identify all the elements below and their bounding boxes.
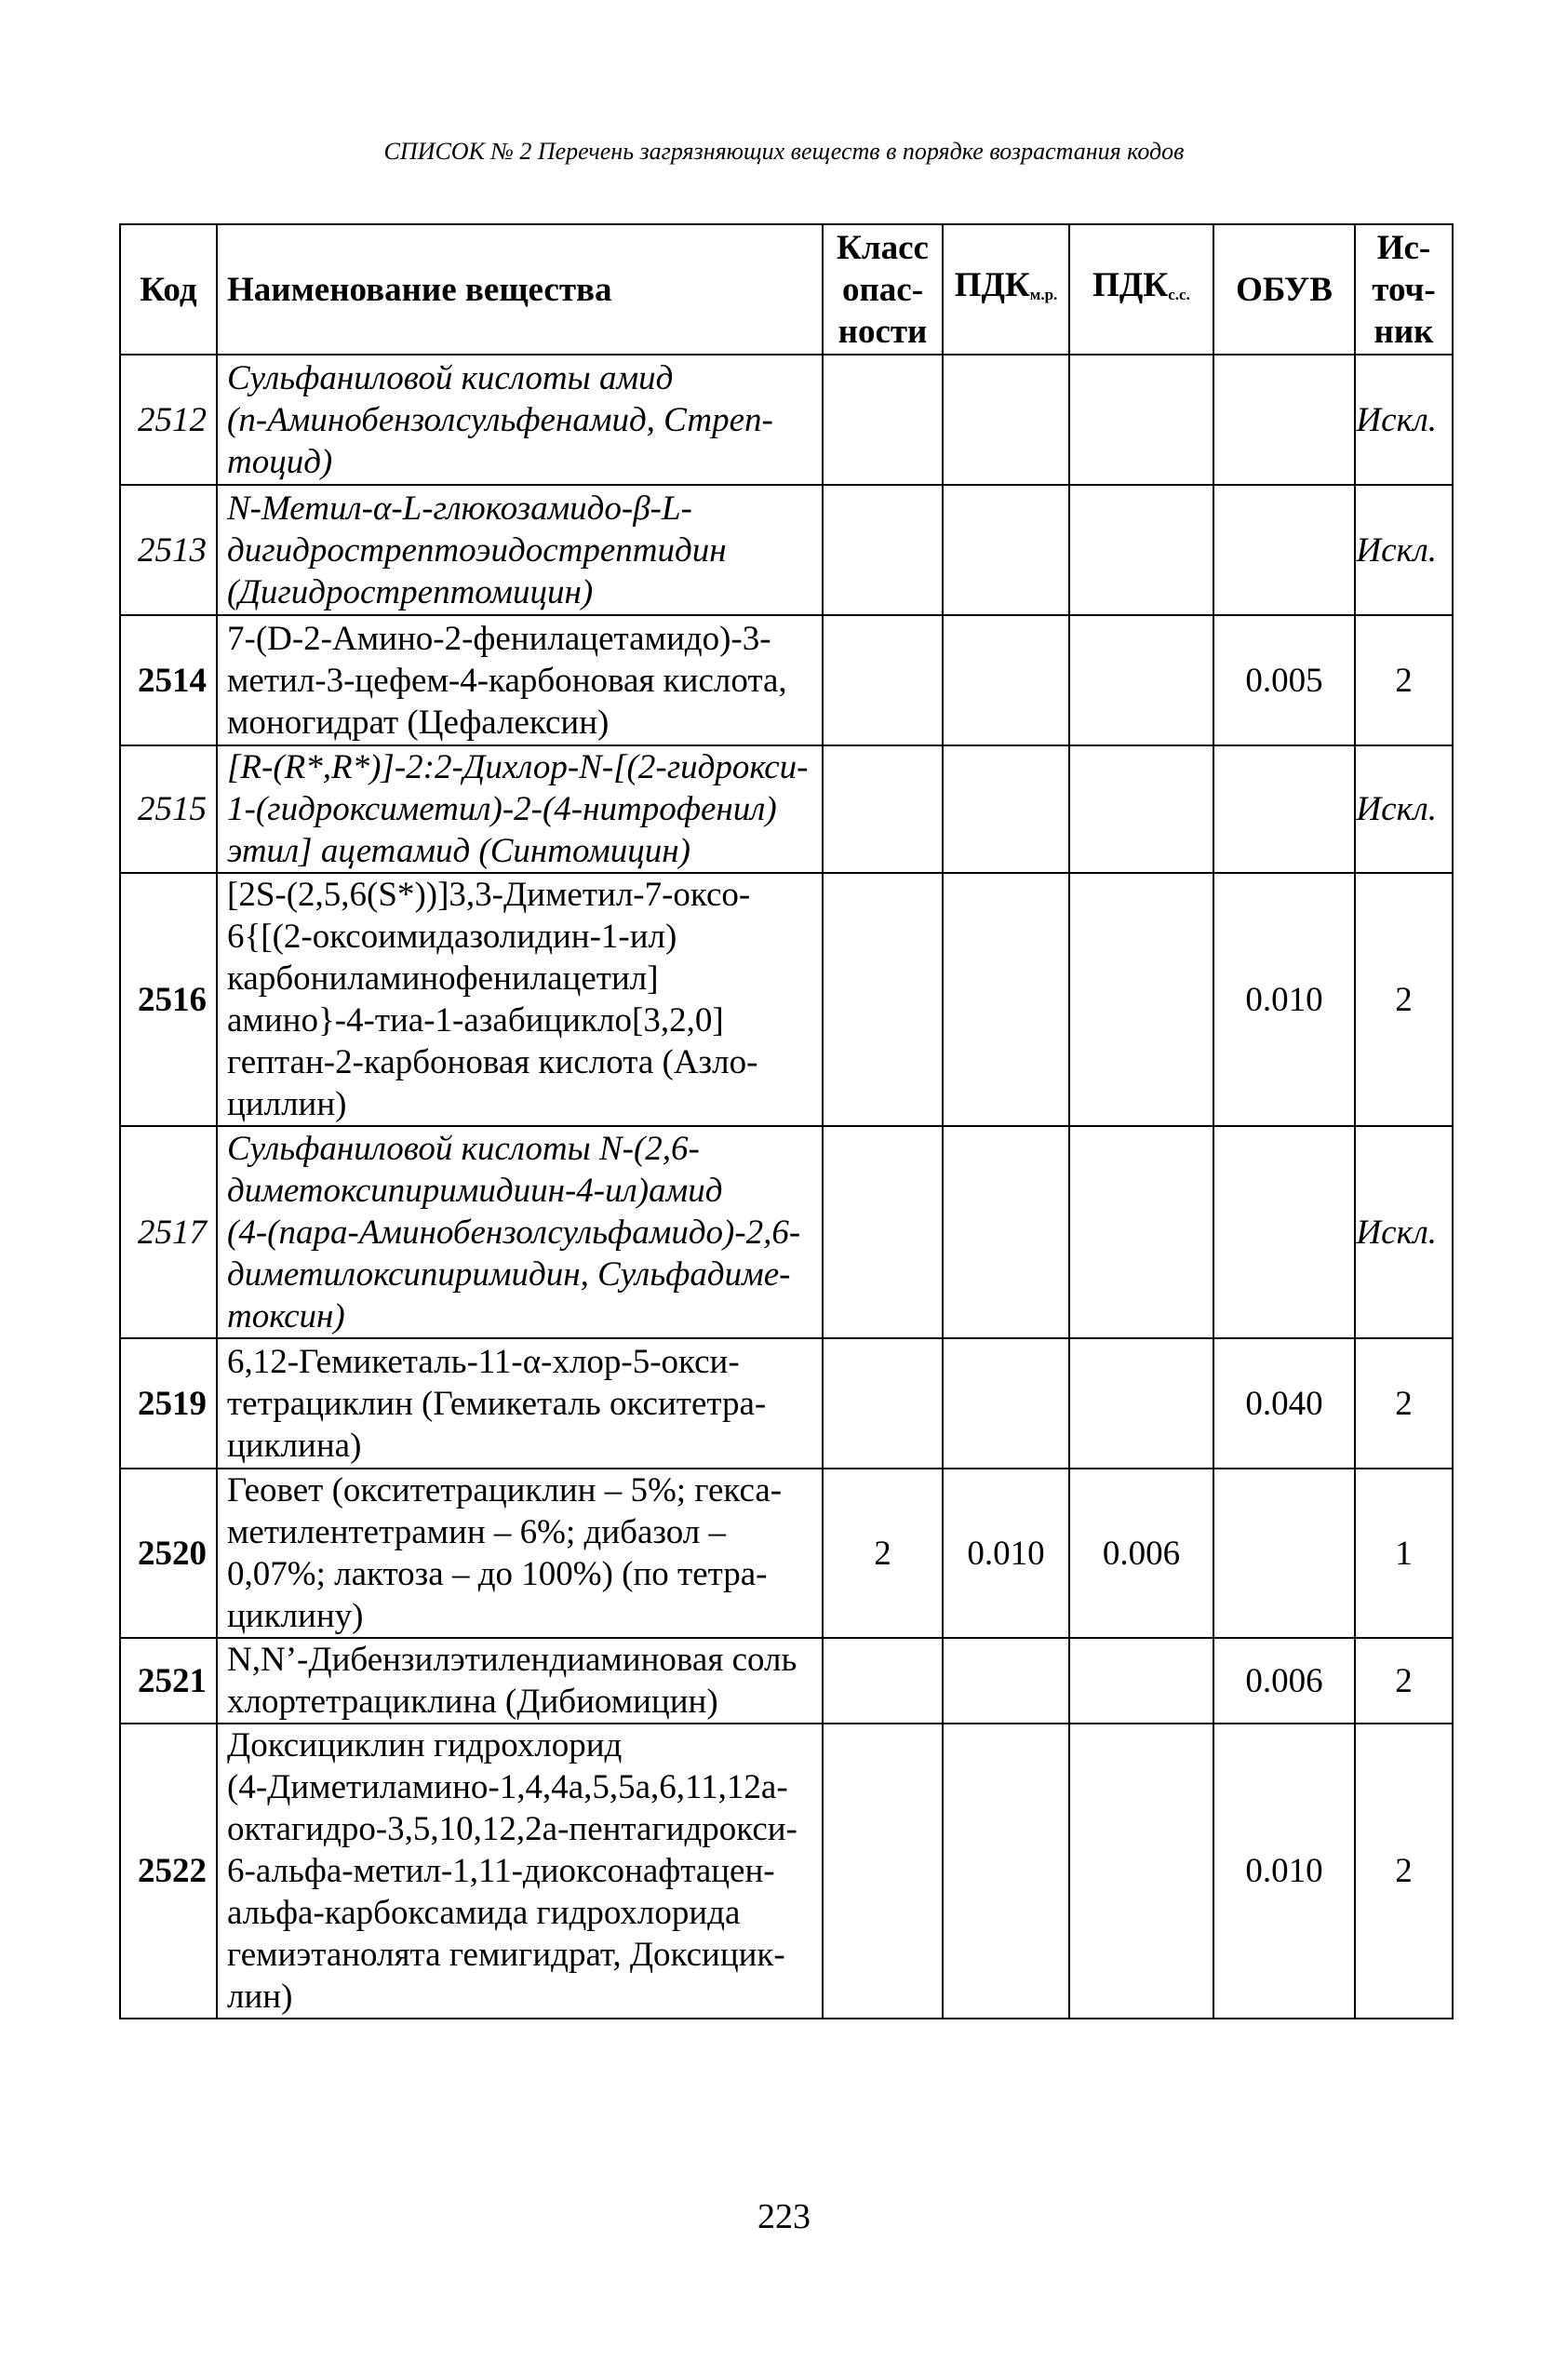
cell-class — [823, 355, 943, 485]
cell-pdk-ss — [1069, 485, 1213, 615]
cell-pdk-mr — [943, 745, 1069, 873]
cell-pdk-ss: 0.006 — [1069, 1469, 1213, 1638]
cell-pdk-mr: 0.010 — [943, 1469, 1069, 1638]
cell-name-line: моногидрат (Цефалексин) — [227, 703, 610, 742]
col-header-class-line: ности — [838, 312, 928, 351]
cell-name — [217, 485, 823, 615]
cell-obuv: 0.010 — [1213, 873, 1355, 1126]
cell-name — [217, 1724, 823, 2019]
cell-name-line: диметилоксипиримидин, Сульфадиме- — [227, 1254, 791, 1294]
cell-pdk-ss — [1069, 355, 1213, 485]
cell-obuv: 0.010 — [1213, 1724, 1355, 2019]
table-row — [120, 615, 1453, 745]
cell-name-line: N-Метил-α-L-глюкозамидо-β-L- — [227, 489, 692, 528]
col-header-source-line: ник — [1374, 312, 1434, 351]
page-header: СПИСОК № 2 Перечень загрязняющих веществ в порядке возрастания кодов — [383, 138, 1185, 165]
col-header-class-line: Класс — [837, 228, 929, 267]
table-row — [120, 355, 1453, 485]
table-row — [120, 745, 1453, 873]
cell-name-line: токсин) — [227, 1296, 345, 1335]
cell-pdk-ss — [1069, 745, 1213, 873]
cell-pdk-ss — [1069, 873, 1213, 1126]
cell-obuv: 0.006 — [1213, 1638, 1355, 1724]
cell-code: 2512 — [120, 355, 217, 485]
col-header-pdk-mr — [943, 224, 1069, 355]
cell-name-line: тетрациклин (Гемикеталь окситетра- — [227, 1384, 767, 1423]
cell-pdk-mr — [943, 1638, 1069, 1724]
cell-pdk-mr — [943, 873, 1069, 1126]
cell-name-line: N,N’-Дибензилэтилендиаминовая соль — [227, 1641, 797, 1679]
cell-name — [217, 1126, 823, 1338]
table-row — [120, 873, 1453, 1126]
cell-name-line: 6,12-Гемикеталь-11-α-хлор-5-окси- — [227, 1342, 740, 1381]
table-row — [120, 1126, 1453, 1338]
cell-name-line: [R-(R*,R*)]-2:2-Дихлор-N-[(2-гидрокси- — [227, 748, 809, 786]
cell-obuv: 0.005 — [1213, 615, 1355, 745]
cell-obuv — [1213, 355, 1355, 485]
cell-name-line: 0,07%; лактоза – до 100%) (по тетра- — [227, 1555, 768, 1593]
pdk-mr-subscript: м.р. — [1029, 285, 1058, 303]
cell-name-line: метил-3-цефем-4-карбоновая кислота, — [227, 661, 787, 700]
cell-name-line: 7-(D-2-Амино-2-фенилацетамидо)-3- — [227, 619, 771, 658]
cell-pdk-ss — [1069, 1638, 1213, 1724]
cell-name-line: альфа-карбоксамида гидрохлорида — [227, 1894, 741, 1932]
cell-name-line: Сульфаниловой кислоты амид — [227, 358, 674, 397]
cell-pdk-mr — [943, 1126, 1069, 1338]
cell-pdk-ss — [1069, 615, 1213, 745]
col-header-code: Код — [120, 224, 217, 355]
cell-name-line: тоцид) — [227, 442, 333, 481]
cell-obuv: 0.040 — [1213, 1338, 1355, 1469]
table-row — [120, 1638, 1453, 1724]
cell-name-line: 1-(гидроксиметил)-2-(4-нитрофенил) — [227, 790, 777, 828]
cell-name — [217, 1638, 823, 1724]
cell-source: 2 — [1355, 1638, 1453, 1724]
cell-name-line: циклина) — [227, 1426, 362, 1465]
cell-class — [823, 615, 943, 745]
cell-name — [217, 355, 823, 485]
cell-source: 2 — [1355, 873, 1453, 1126]
cell-pdk-mr — [943, 615, 1069, 745]
cell-name-line: хлортетрациклина (Дибиомицин) — [227, 1683, 718, 1721]
cell-name-line: циллин) — [227, 1085, 347, 1123]
cell-name-line: гемиэтанолята гемигидрат, Доксицик- — [227, 1936, 785, 1974]
cell-code: 2515 — [120, 745, 217, 873]
cell-pdk-mr — [943, 1338, 1069, 1469]
cell-name-line: гептан-2-карбоновая кислота (Азло- — [227, 1043, 758, 1081]
cell-pdk-ss — [1069, 1126, 1213, 1338]
cell-source: Искл. — [1355, 355, 1453, 485]
col-header-source-line: Ис- — [1376, 228, 1431, 267]
cell-name-line: Доксициклин гидрохлорид — [227, 1726, 623, 1764]
cell-name-line: (Дигидрострептомицин) — [227, 572, 594, 611]
cell-name-line: октагидро-3,5,10,12,2a-пентагидрокси- — [227, 1810, 797, 1848]
cell-class: 2 — [823, 1469, 943, 1638]
cell-name-line: Сульфаниловой кислоты N-(2,6- — [227, 1129, 700, 1168]
cell-source: 2 — [1355, 1724, 1453, 2019]
cell-name-line: лин) — [227, 1978, 293, 2016]
cell-name-line: 6{[(2-оксоимидазолидин-1-ил) — [227, 918, 677, 956]
cell-code: 2519 — [120, 1338, 217, 1469]
cell-code: 2516 — [120, 873, 217, 1126]
cell-source: 1 — [1355, 1469, 1453, 1638]
cell-class — [823, 745, 943, 873]
table-row — [120, 1469, 1453, 1638]
page-number: 223 — [757, 2197, 811, 2236]
cell-name — [217, 1338, 823, 1469]
cell-name-line: дигидрострептоэидострептидин — [227, 530, 727, 570]
cell-class — [823, 873, 943, 1126]
cell-code: 2520 — [120, 1469, 217, 1638]
cell-code: 2513 — [120, 485, 217, 615]
cell-code: 2522 — [120, 1724, 217, 2019]
cell-name-line: [2S-(2,5,6(S*))]3,3-Диметил-7-оксо- — [227, 876, 751, 914]
cell-pdk-ss — [1069, 1724, 1213, 2019]
cell-name — [217, 745, 823, 873]
col-header-source-line: точ- — [1372, 270, 1436, 309]
cell-class — [823, 1638, 943, 1724]
cell-name-line: Геовет (окситетрациклин – 5%; гекса- — [227, 1471, 783, 1509]
cell-code: 2517 — [120, 1126, 217, 1338]
table-row — [120, 1338, 1453, 1469]
cell-class — [823, 485, 943, 615]
col-header-source — [1355, 224, 1453, 355]
cell-name-line: метилентетрамин – 6%; дибазол – — [227, 1513, 726, 1551]
cell-pdk-mr — [943, 1724, 1069, 2019]
pollutants-table — [119, 223, 1454, 2019]
cell-name-line: (4-Диметиламино-1,4,4a,5,5a,6,11,12a- — [227, 1768, 788, 1806]
cell-name-line: (п-Аминобензолсульфенамид, Стреп- — [227, 400, 773, 439]
cell-obuv — [1213, 1126, 1355, 1338]
cell-source: 2 — [1355, 615, 1453, 745]
cell-name-line: циклину) — [227, 1597, 364, 1635]
cell-name — [217, 615, 823, 745]
cell-name-line: (4-(пара-Аминобензолсульфамидо)-2,6- — [227, 1213, 801, 1252]
col-header-pdk-ss — [1069, 224, 1213, 355]
pdk-ss-label: ПДК — [1092, 265, 1169, 304]
cell-obuv — [1213, 745, 1355, 873]
table-row — [120, 485, 1453, 615]
cell-source: Искл. — [1355, 745, 1453, 873]
col-header-obuv: ОБУВ — [1213, 224, 1355, 355]
table-body — [120, 355, 1453, 2019]
cell-pdk-ss — [1069, 1338, 1213, 1469]
cell-source: Искл. — [1355, 485, 1453, 615]
cell-class — [823, 1338, 943, 1469]
cell-name-line: карбониламинофенилацетил] — [227, 959, 659, 998]
cell-code: 2514 — [120, 615, 217, 745]
col-header-class-line: опас- — [841, 270, 924, 309]
table-row — [120, 1724, 1453, 2019]
cell-pdk-mr — [943, 485, 1069, 615]
pdk-mr-label: ПДК — [954, 265, 1030, 304]
cell-class — [823, 1126, 943, 1338]
cell-name-line: этил] ацетамид (Синтомицин) — [227, 832, 690, 870]
cell-obuv — [1213, 1469, 1355, 1638]
col-header-name: Наименование вещества — [217, 224, 823, 355]
cell-name-line: диметоксипиримидиин-4-ил)амид — [227, 1171, 723, 1210]
cell-name-line: 6-альфа-метил-1,11-диоксонафтацен- — [227, 1852, 775, 1890]
cell-name — [217, 1469, 823, 1638]
col-header-class — [823, 224, 943, 355]
cell-source: 2 — [1355, 1338, 1453, 1469]
cell-obuv — [1213, 485, 1355, 615]
pdk-ss-subscript: с.с. — [1168, 285, 1190, 303]
cell-source: Искл. — [1355, 1126, 1453, 1338]
cell-class — [823, 1724, 943, 2019]
cell-name — [217, 873, 823, 1126]
cell-pdk-mr — [943, 355, 1069, 485]
cell-code: 2521 — [120, 1638, 217, 1724]
cell-name-line: амино}-4-тиа-1-азабицикло[3,2,0] — [227, 1001, 724, 1040]
table-header-row — [120, 224, 1453, 355]
